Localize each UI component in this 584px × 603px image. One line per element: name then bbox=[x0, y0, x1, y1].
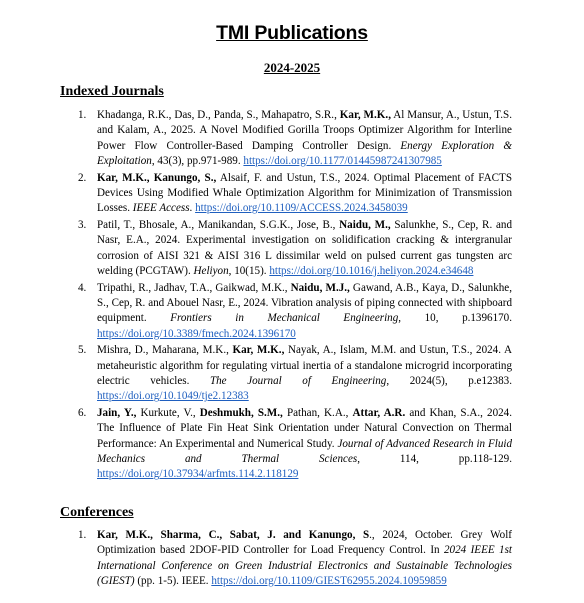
authors-highlight: Kar, M.K., Sharma, C., Sabat, J. and Kanungo, S bbox=[97, 529, 370, 541]
authors: Patil, T., Bhosale, A., Manikandan, S.G.K., Jose, B., bbox=[97, 219, 340, 232]
doi-link[interactable]: https://doi.org/10.3389/fmech.2024.1396170 bbox=[97, 327, 296, 340]
authors-highlight: Jain, Y., bbox=[97, 407, 137, 420]
citation-details: , 10(15). bbox=[228, 264, 267, 277]
journal-list bbox=[78, 108, 513, 484]
item-number: 3. bbox=[78, 219, 87, 232]
doi-link[interactable]: https://doi.org/10.1049/tje2.12383 bbox=[97, 390, 249, 403]
citation-text: and Khan, S.A., 2024. The Influence of Plate Fin Heat Sink Orientation under Natural Convection on Thermal Performance: An Experimental and Numerical Study. bbox=[97, 407, 513, 450]
journal-name: Heliyon bbox=[193, 264, 229, 277]
doi-link[interactable]: https://doi.org/10.1177/01445987241307985 bbox=[243, 154, 442, 167]
authors: Tripathi, R., Jadhav, T.A., Gaikwad, M.K., bbox=[97, 281, 291, 294]
list-item bbox=[78, 281, 512, 342]
authors-highlight: Kar, M.K., bbox=[339, 109, 391, 121]
journal-name: Energy Exploration & Exploitation bbox=[97, 139, 512, 167]
authors: Mishra, D., Maharana, M.K., bbox=[97, 344, 233, 357]
authors-highlight: Naidu, M., bbox=[339, 219, 391, 232]
citation-details: , 10, p.1396170. bbox=[398, 312, 512, 325]
page-title: TMI Publications bbox=[216, 22, 368, 44]
list-item bbox=[78, 218, 512, 279]
authors-highlight: Attar, A.R. bbox=[352, 407, 406, 420]
citation-text: Al Mansur, A., Ustun, T.S. and Kalam, A., 2025. A Novel Modified Gorilla Troops Optimizer Algorithm for Interline Power Flow Controller-Based Damping Controller Design. bbox=[97, 109, 512, 152]
citation-details: , 2024(5), p.e12383. bbox=[386, 375, 512, 388]
citation-details: . bbox=[189, 202, 196, 215]
item-number: 5. bbox=[78, 344, 87, 357]
citation-details: , 43(3), pp.971-989. bbox=[151, 154, 241, 167]
list-item bbox=[78, 108, 512, 169]
citation-text: ., 2024, October. Grey Wolf Optimization based 2DOF-PID Controller for Load Frequency Control. In bbox=[97, 529, 512, 557]
item-number: 6. bbox=[78, 407, 87, 420]
doi-link[interactable]: https://doi.org/10.1016/j.heliyon.2024.e34648 bbox=[269, 264, 474, 277]
citation-text: Nayak, A., Islam, M.M. and Ustun, T.S., 2024. A metaheuristic algorithm for regulating virtual inertia of a standalone microgrid incorporating electric vehicles. bbox=[97, 344, 512, 388]
citation-details: , 114, pp.118-129. bbox=[357, 453, 512, 466]
authors: Kurkute, V., bbox=[136, 407, 200, 420]
citation-text: Alsaif, F. and Ustun, T.S., 2024. Optimal Placement of FACTS Devices Using Modified Whale Optimization Algorithm for Minimization of Transmission Losses. bbox=[97, 171, 512, 215]
section-heading-journals: Indexed Journals bbox=[60, 84, 164, 99]
list-item bbox=[78, 406, 513, 482]
authors: Pathan, K.A., bbox=[282, 407, 353, 420]
conference-list bbox=[78, 528, 512, 591]
journal-name: The Journal of Engineering bbox=[209, 375, 387, 388]
conference-name: 2024 IEEE 1st International Conference on Green Industrial Electronics and Sustainable Technologies (GIEST) bbox=[97, 544, 512, 587]
journal-name: Journal of Advanced Research in Fluid Mechanics and Thermal Sciences bbox=[97, 437, 512, 466]
authors-highlight: Deshmukh, S.M., bbox=[199, 407, 283, 420]
section-heading-conferences: Conferences bbox=[60, 505, 134, 520]
authors-highlight: Kar, M.K., Kanungo, S., bbox=[97, 171, 217, 184]
doi-link[interactable]: https://doi.org/10.37934/arfmts.114.2.118129 bbox=[97, 468, 299, 481]
journal-name: IEEE Access bbox=[132, 202, 190, 215]
authors: Khadanga, R.K., Das, D., Panda, S., Mahapatro, S.R., bbox=[97, 109, 340, 121]
list-item bbox=[78, 343, 512, 404]
citation-details: (pp. 1-5). IEEE. bbox=[134, 574, 209, 587]
year-heading: 2024-2025 bbox=[263, 60, 321, 75]
doi-link[interactable]: https://doi.org/10.1109/ACCESS.2024.3458039 bbox=[195, 202, 408, 215]
authors-highlight: Naidu, M.J., bbox=[290, 281, 350, 294]
authors-highlight: Kar, M.K., bbox=[232, 344, 285, 357]
item-number: 4. bbox=[78, 281, 87, 294]
citation-text: Gawand, A.B., Kaya, D., Salunkhe, S., Cep, R. and Abouel Nasr, E., 2024. Vibration analysis of piping connected with shipboard equipment. bbox=[97, 281, 512, 325]
journal-name: Frontiers in Mechanical Engineering bbox=[170, 312, 399, 325]
item-number: 1. bbox=[78, 109, 87, 121]
item-number: 1. bbox=[78, 529, 87, 541]
list-item bbox=[78, 528, 512, 589]
citation-text: Salunkhe, S., Cep, R. and Nasr, E.A., 2024. Experimental investigation on solidification cracking & intergranular corrosion of AISI 321 & AISI 316 L dissimilar weld on pulsed current gas tungsten arc welding (PCGTAW). bbox=[97, 219, 512, 277]
item-number: 2. bbox=[78, 171, 87, 184]
list-item bbox=[78, 171, 512, 217]
doi-link[interactable]: https://doi.org/10.1109/GIEST62955.2024.10959859 bbox=[211, 574, 447, 587]
